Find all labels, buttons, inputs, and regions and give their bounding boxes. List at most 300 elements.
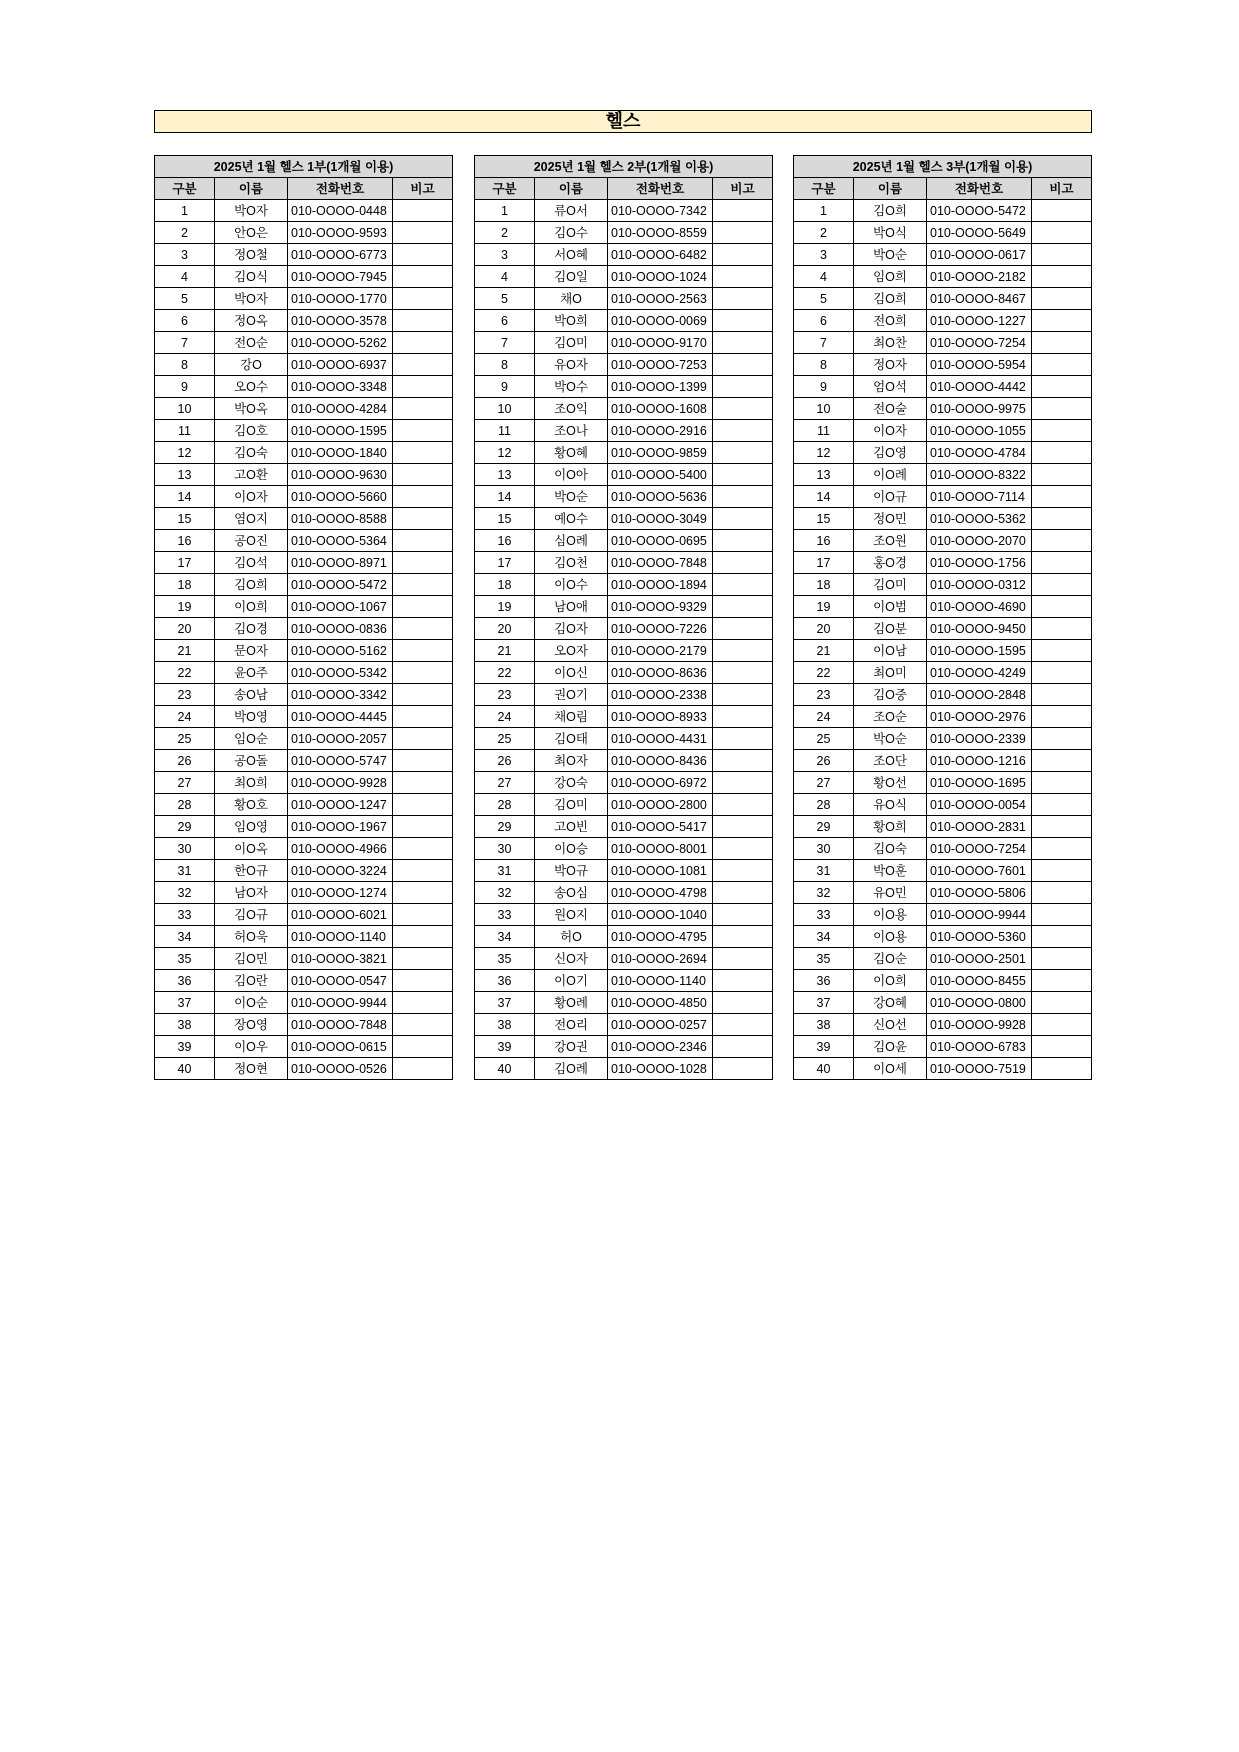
note-cell	[713, 882, 773, 904]
note-cell	[1032, 332, 1092, 354]
table-row	[794, 860, 1092, 882]
note-cell	[1032, 1036, 1092, 1058]
note-cell	[1032, 310, 1092, 332]
row-number: 33	[794, 904, 854, 926]
member-name: 임O희	[854, 266, 927, 288]
note-cell	[393, 288, 453, 310]
table-row	[155, 706, 453, 728]
phone-number: 010-OOOO-5162	[288, 640, 393, 662]
table-row	[475, 596, 773, 618]
table-row	[155, 442, 453, 464]
table-title-row	[794, 156, 1092, 178]
row-number: 31	[475, 860, 535, 882]
note-cell	[713, 310, 773, 332]
phone-number: 010-OOOO-2179	[608, 640, 713, 662]
note-cell	[1032, 992, 1092, 1014]
table-row	[794, 222, 1092, 244]
column-header-name: 이름	[215, 178, 288, 200]
member-name: 공O돌	[215, 750, 288, 772]
row-number: 32	[794, 882, 854, 904]
member-name: 박O옥	[215, 398, 288, 420]
phone-number: 010-OOOO-3224	[288, 860, 393, 882]
note-cell	[393, 948, 453, 970]
phone-number: 010-OOOO-7253	[608, 354, 713, 376]
member-name: 강O권	[535, 1036, 608, 1058]
member-name: 김O희	[215, 574, 288, 596]
row-number: 11	[155, 420, 215, 442]
phone-number: 010-OOOO-9593	[288, 222, 393, 244]
member-name: 전O술	[854, 398, 927, 420]
note-cell	[713, 926, 773, 948]
table-row	[794, 266, 1092, 288]
member-name: 박O순	[854, 728, 927, 750]
member-name: 최O미	[854, 662, 927, 684]
row-number: 36	[475, 970, 535, 992]
note-cell	[393, 860, 453, 882]
note-cell	[713, 464, 773, 486]
row-number: 14	[155, 486, 215, 508]
row-number: 25	[475, 728, 535, 750]
note-cell	[393, 728, 453, 750]
table-title-row	[475, 156, 773, 178]
table-row	[155, 838, 453, 860]
member-name: 조O나	[535, 420, 608, 442]
member-name: 공O진	[215, 530, 288, 552]
row-number: 13	[155, 464, 215, 486]
table-row	[794, 662, 1092, 684]
note-cell	[713, 750, 773, 772]
table-row	[475, 992, 773, 1014]
note-cell	[393, 200, 453, 222]
member-name: 박O자	[215, 288, 288, 310]
row-number: 27	[475, 772, 535, 794]
member-name: 이O용	[854, 904, 927, 926]
phone-number: 010-OOOO-7519	[927, 1058, 1032, 1080]
table-row	[794, 398, 1092, 420]
table-row	[794, 552, 1092, 574]
row-number: 1	[475, 200, 535, 222]
member-name: 김O식	[215, 266, 288, 288]
table-row	[155, 398, 453, 420]
phone-number: 010-OOOO-7848	[608, 552, 713, 574]
row-number: 22	[475, 662, 535, 684]
note-cell	[713, 1036, 773, 1058]
member-name: 박O훈	[854, 860, 927, 882]
row-number: 34	[794, 926, 854, 948]
note-cell	[1032, 706, 1092, 728]
table-row	[794, 332, 1092, 354]
table-row	[475, 970, 773, 992]
phone-number: 010-OOOO-6783	[927, 1036, 1032, 1058]
phone-number: 010-OOOO-6482	[608, 244, 713, 266]
table-body	[475, 200, 773, 1080]
row-number: 6	[155, 310, 215, 332]
table-row	[794, 992, 1092, 1014]
phone-number: 010-OOOO-9928	[288, 772, 393, 794]
table-row	[475, 574, 773, 596]
row-number: 18	[794, 574, 854, 596]
row-number: 26	[475, 750, 535, 772]
phone-number: 010-OOOO-1024	[608, 266, 713, 288]
note-cell	[393, 992, 453, 1014]
phone-number: 010-OOOO-1608	[608, 398, 713, 420]
member-name: 김O중	[854, 684, 927, 706]
note-cell	[713, 948, 773, 970]
member-name: 염O지	[215, 508, 288, 530]
table-body	[794, 200, 1092, 1080]
note-cell	[393, 552, 453, 574]
note-cell	[1032, 244, 1092, 266]
phone-number: 010-OOOO-5360	[927, 926, 1032, 948]
note-cell	[393, 662, 453, 684]
note-cell	[1032, 838, 1092, 860]
member-name: 남O애	[535, 596, 608, 618]
note-cell	[1032, 222, 1092, 244]
table-row	[155, 904, 453, 926]
member-name: 신O자	[535, 948, 608, 970]
row-number: 28	[475, 794, 535, 816]
member-name: 박O식	[854, 222, 927, 244]
table-row	[794, 1014, 1092, 1036]
table-row	[794, 310, 1092, 332]
column-header-row	[475, 178, 773, 200]
row-number: 28	[794, 794, 854, 816]
member-name: 윤O주	[215, 662, 288, 684]
table-row	[475, 332, 773, 354]
row-number: 16	[155, 530, 215, 552]
table-title: 2025년 1월 헬스 3부(1개월 이용)	[794, 156, 1092, 178]
member-name: 김O일	[535, 266, 608, 288]
member-name: 이O희	[215, 596, 288, 618]
phone-number: 010-OOOO-8636	[608, 662, 713, 684]
phone-number: 010-OOOO-1894	[608, 574, 713, 596]
table-row	[155, 750, 453, 772]
table-row	[475, 398, 773, 420]
table-row	[794, 442, 1092, 464]
note-cell	[713, 244, 773, 266]
row-number: 36	[794, 970, 854, 992]
phone-number: 010-OOOO-4966	[288, 838, 393, 860]
phone-number: 010-OOOO-9944	[288, 992, 393, 1014]
table-row	[794, 574, 1092, 596]
member-name: 조O순	[854, 706, 927, 728]
row-number: 27	[794, 772, 854, 794]
member-name: 신O선	[854, 1014, 927, 1036]
row-number: 2	[794, 222, 854, 244]
row-number: 30	[794, 838, 854, 860]
phone-number: 010-OOOO-0547	[288, 970, 393, 992]
phone-number: 010-OOOO-2338	[608, 684, 713, 706]
table-row	[155, 794, 453, 816]
note-cell	[713, 266, 773, 288]
phone-number: 010-OOOO-1055	[927, 420, 1032, 442]
member-name: 임O순	[215, 728, 288, 750]
table-row	[155, 288, 453, 310]
row-number: 15	[794, 508, 854, 530]
phone-number: 010-OOOO-1247	[288, 794, 393, 816]
table-row	[794, 244, 1092, 266]
row-number: 22	[155, 662, 215, 684]
table-row	[155, 816, 453, 838]
phone-number: 010-OOOO-8467	[927, 288, 1032, 310]
member-name: 박O희	[535, 310, 608, 332]
phone-number: 010-OOOO-0069	[608, 310, 713, 332]
member-name: 채O	[535, 288, 608, 310]
member-name: 황O혜	[535, 442, 608, 464]
phone-number: 010-OOOO-9928	[927, 1014, 1032, 1036]
note-cell	[713, 860, 773, 882]
member-name: 정O옥	[215, 310, 288, 332]
note-cell	[1032, 420, 1092, 442]
member-name: 김O윤	[854, 1036, 927, 1058]
roster-table-session-2	[474, 155, 773, 1080]
note-cell	[393, 332, 453, 354]
row-number: 29	[475, 816, 535, 838]
table-row	[475, 222, 773, 244]
row-number: 4	[155, 266, 215, 288]
member-name: 황O례	[535, 992, 608, 1014]
phone-number: 010-OOOO-0800	[927, 992, 1032, 1014]
table-row	[155, 420, 453, 442]
row-number: 31	[155, 860, 215, 882]
phone-number: 010-OOOO-4445	[288, 706, 393, 728]
phone-number: 010-OOOO-5262	[288, 332, 393, 354]
member-name: 김O천	[535, 552, 608, 574]
member-name: 김O태	[535, 728, 608, 750]
note-cell	[1032, 640, 1092, 662]
member-name: 송O심	[535, 882, 608, 904]
member-name: 류O서	[535, 200, 608, 222]
row-number: 33	[475, 904, 535, 926]
member-name: 김O희	[854, 288, 927, 310]
column-header-name: 이름	[535, 178, 608, 200]
member-name: 이O옥	[215, 838, 288, 860]
phone-number: 010-OOOO-0312	[927, 574, 1032, 596]
table-row	[155, 244, 453, 266]
member-name: 유O민	[854, 882, 927, 904]
member-name: 황O선	[854, 772, 927, 794]
member-name: 김O순	[854, 948, 927, 970]
member-name: 서O혜	[535, 244, 608, 266]
phone-number: 010-OOOO-5364	[288, 530, 393, 552]
table-row	[155, 222, 453, 244]
row-number: 4	[794, 266, 854, 288]
row-number: 22	[794, 662, 854, 684]
table-row	[794, 640, 1092, 662]
column-header-note: 비고	[1032, 178, 1092, 200]
phone-number: 010-OOOO-1140	[288, 926, 393, 948]
table-row	[155, 530, 453, 552]
row-number: 5	[794, 288, 854, 310]
row-number: 40	[475, 1058, 535, 1080]
table-row	[475, 420, 773, 442]
member-name: 박O규	[535, 860, 608, 882]
phone-number: 010-OOOO-8001	[608, 838, 713, 860]
table-row	[475, 508, 773, 530]
row-number: 8	[155, 354, 215, 376]
phone-number: 010-OOOO-9450	[927, 618, 1032, 640]
table-row	[794, 728, 1092, 750]
table-row	[155, 376, 453, 398]
phone-number: 010-OOOO-3342	[288, 684, 393, 706]
row-number: 18	[155, 574, 215, 596]
member-name: 김O숙	[215, 442, 288, 464]
row-number: 37	[475, 992, 535, 1014]
row-number: 38	[155, 1014, 215, 1036]
member-name: 정O철	[215, 244, 288, 266]
row-number: 19	[794, 596, 854, 618]
note-cell	[1032, 684, 1092, 706]
column-header-phone: 전화번호	[608, 178, 713, 200]
table-row	[155, 508, 453, 530]
note-cell	[713, 1014, 773, 1036]
table-row	[475, 750, 773, 772]
phone-number: 010-OOOO-5747	[288, 750, 393, 772]
member-name: 심O례	[535, 530, 608, 552]
row-number: 21	[475, 640, 535, 662]
note-cell	[393, 508, 453, 530]
row-number: 35	[475, 948, 535, 970]
column-header-number: 구분	[794, 178, 854, 200]
phone-number: 010-OOOO-4690	[927, 596, 1032, 618]
note-cell	[1032, 926, 1092, 948]
phone-number: 010-OOOO-1028	[608, 1058, 713, 1080]
phone-number: 010-OOOO-5417	[608, 816, 713, 838]
member-name: 유O식	[854, 794, 927, 816]
member-name: 김O경	[215, 618, 288, 640]
note-cell	[1032, 552, 1092, 574]
table-row	[155, 992, 453, 1014]
phone-number: 010-OOOO-2346	[608, 1036, 713, 1058]
phone-number: 010-OOOO-6937	[288, 354, 393, 376]
row-number: 16	[475, 530, 535, 552]
member-name: 엄O석	[854, 376, 927, 398]
row-number: 1	[155, 200, 215, 222]
table-row	[155, 552, 453, 574]
phone-number: 010-OOOO-4442	[927, 376, 1032, 398]
row-number: 34	[475, 926, 535, 948]
row-number: 38	[794, 1014, 854, 1036]
row-number: 10	[155, 398, 215, 420]
note-cell	[1032, 860, 1092, 882]
phone-number: 010-OOOO-1216	[927, 750, 1032, 772]
note-cell	[713, 420, 773, 442]
row-number: 3	[155, 244, 215, 266]
note-cell	[713, 970, 773, 992]
row-number: 21	[155, 640, 215, 662]
table-row	[794, 970, 1092, 992]
phone-number: 010-OOOO-8322	[927, 464, 1032, 486]
note-cell	[393, 486, 453, 508]
table-row	[475, 1058, 773, 1080]
table-row	[475, 200, 773, 222]
phone-number: 010-OOOO-9329	[608, 596, 713, 618]
table-row	[475, 618, 773, 640]
column-header-phone: 전화번호	[288, 178, 393, 200]
member-name: 전O리	[535, 1014, 608, 1036]
note-cell	[1032, 662, 1092, 684]
row-number: 37	[155, 992, 215, 1014]
table-row	[475, 266, 773, 288]
member-name: 문O자	[215, 640, 288, 662]
row-number: 8	[794, 354, 854, 376]
row-number: 40	[155, 1058, 215, 1080]
member-name: 최O자	[535, 750, 608, 772]
note-cell	[713, 992, 773, 1014]
table-row	[475, 310, 773, 332]
note-cell	[393, 640, 453, 662]
phone-number: 010-OOOO-1140	[608, 970, 713, 992]
member-name: 허O욱	[215, 926, 288, 948]
table-row	[475, 1014, 773, 1036]
table-row	[475, 794, 773, 816]
table-row	[475, 948, 773, 970]
row-number: 19	[155, 596, 215, 618]
phone-number: 010-OOOO-1081	[608, 860, 713, 882]
row-number: 29	[794, 816, 854, 838]
note-cell	[713, 618, 773, 640]
table-row	[155, 728, 453, 750]
note-cell	[1032, 1014, 1092, 1036]
phone-number: 010-OOOO-1967	[288, 816, 393, 838]
member-name: 한O규	[215, 860, 288, 882]
phone-number: 010-OOOO-2501	[927, 948, 1032, 970]
table-row	[475, 354, 773, 376]
member-name: 송O남	[215, 684, 288, 706]
row-number: 26	[155, 750, 215, 772]
member-name: 이O자	[854, 420, 927, 442]
phone-number: 010-OOOO-4431	[608, 728, 713, 750]
table-row	[475, 1036, 773, 1058]
row-number: 39	[475, 1036, 535, 1058]
row-number: 12	[794, 442, 854, 464]
member-name: 김O호	[215, 420, 288, 442]
member-name: 고O빈	[535, 816, 608, 838]
table-row	[794, 794, 1092, 816]
phone-number: 010-OOOO-1040	[608, 904, 713, 926]
note-cell	[1032, 398, 1092, 420]
table-row	[794, 1058, 1092, 1080]
table-row	[155, 772, 453, 794]
phone-number: 010-OOOO-7254	[927, 332, 1032, 354]
member-name: 김O미	[535, 332, 608, 354]
note-cell	[713, 838, 773, 860]
row-number: 16	[794, 530, 854, 552]
table-row	[475, 838, 773, 860]
phone-number: 010-OOOO-9859	[608, 442, 713, 464]
table-row	[475, 926, 773, 948]
note-cell	[1032, 904, 1092, 926]
row-number: 7	[475, 332, 535, 354]
phone-number: 010-OOOO-5342	[288, 662, 393, 684]
table-row	[475, 816, 773, 838]
table-row	[155, 970, 453, 992]
phone-number: 010-OOOO-1695	[927, 772, 1032, 794]
table-row	[794, 530, 1092, 552]
phone-number: 010-OOOO-2848	[927, 684, 1032, 706]
phone-number: 010-OOOO-0054	[927, 794, 1032, 816]
member-name: 이O순	[215, 992, 288, 1014]
note-cell	[1032, 464, 1092, 486]
row-number: 23	[155, 684, 215, 706]
row-number: 11	[794, 420, 854, 442]
phone-number: 010-OOOO-5954	[927, 354, 1032, 376]
member-name: 이O승	[535, 838, 608, 860]
row-number: 14	[794, 486, 854, 508]
row-number: 20	[794, 618, 854, 640]
note-cell	[713, 398, 773, 420]
page-title: 헬스	[154, 110, 1092, 133]
